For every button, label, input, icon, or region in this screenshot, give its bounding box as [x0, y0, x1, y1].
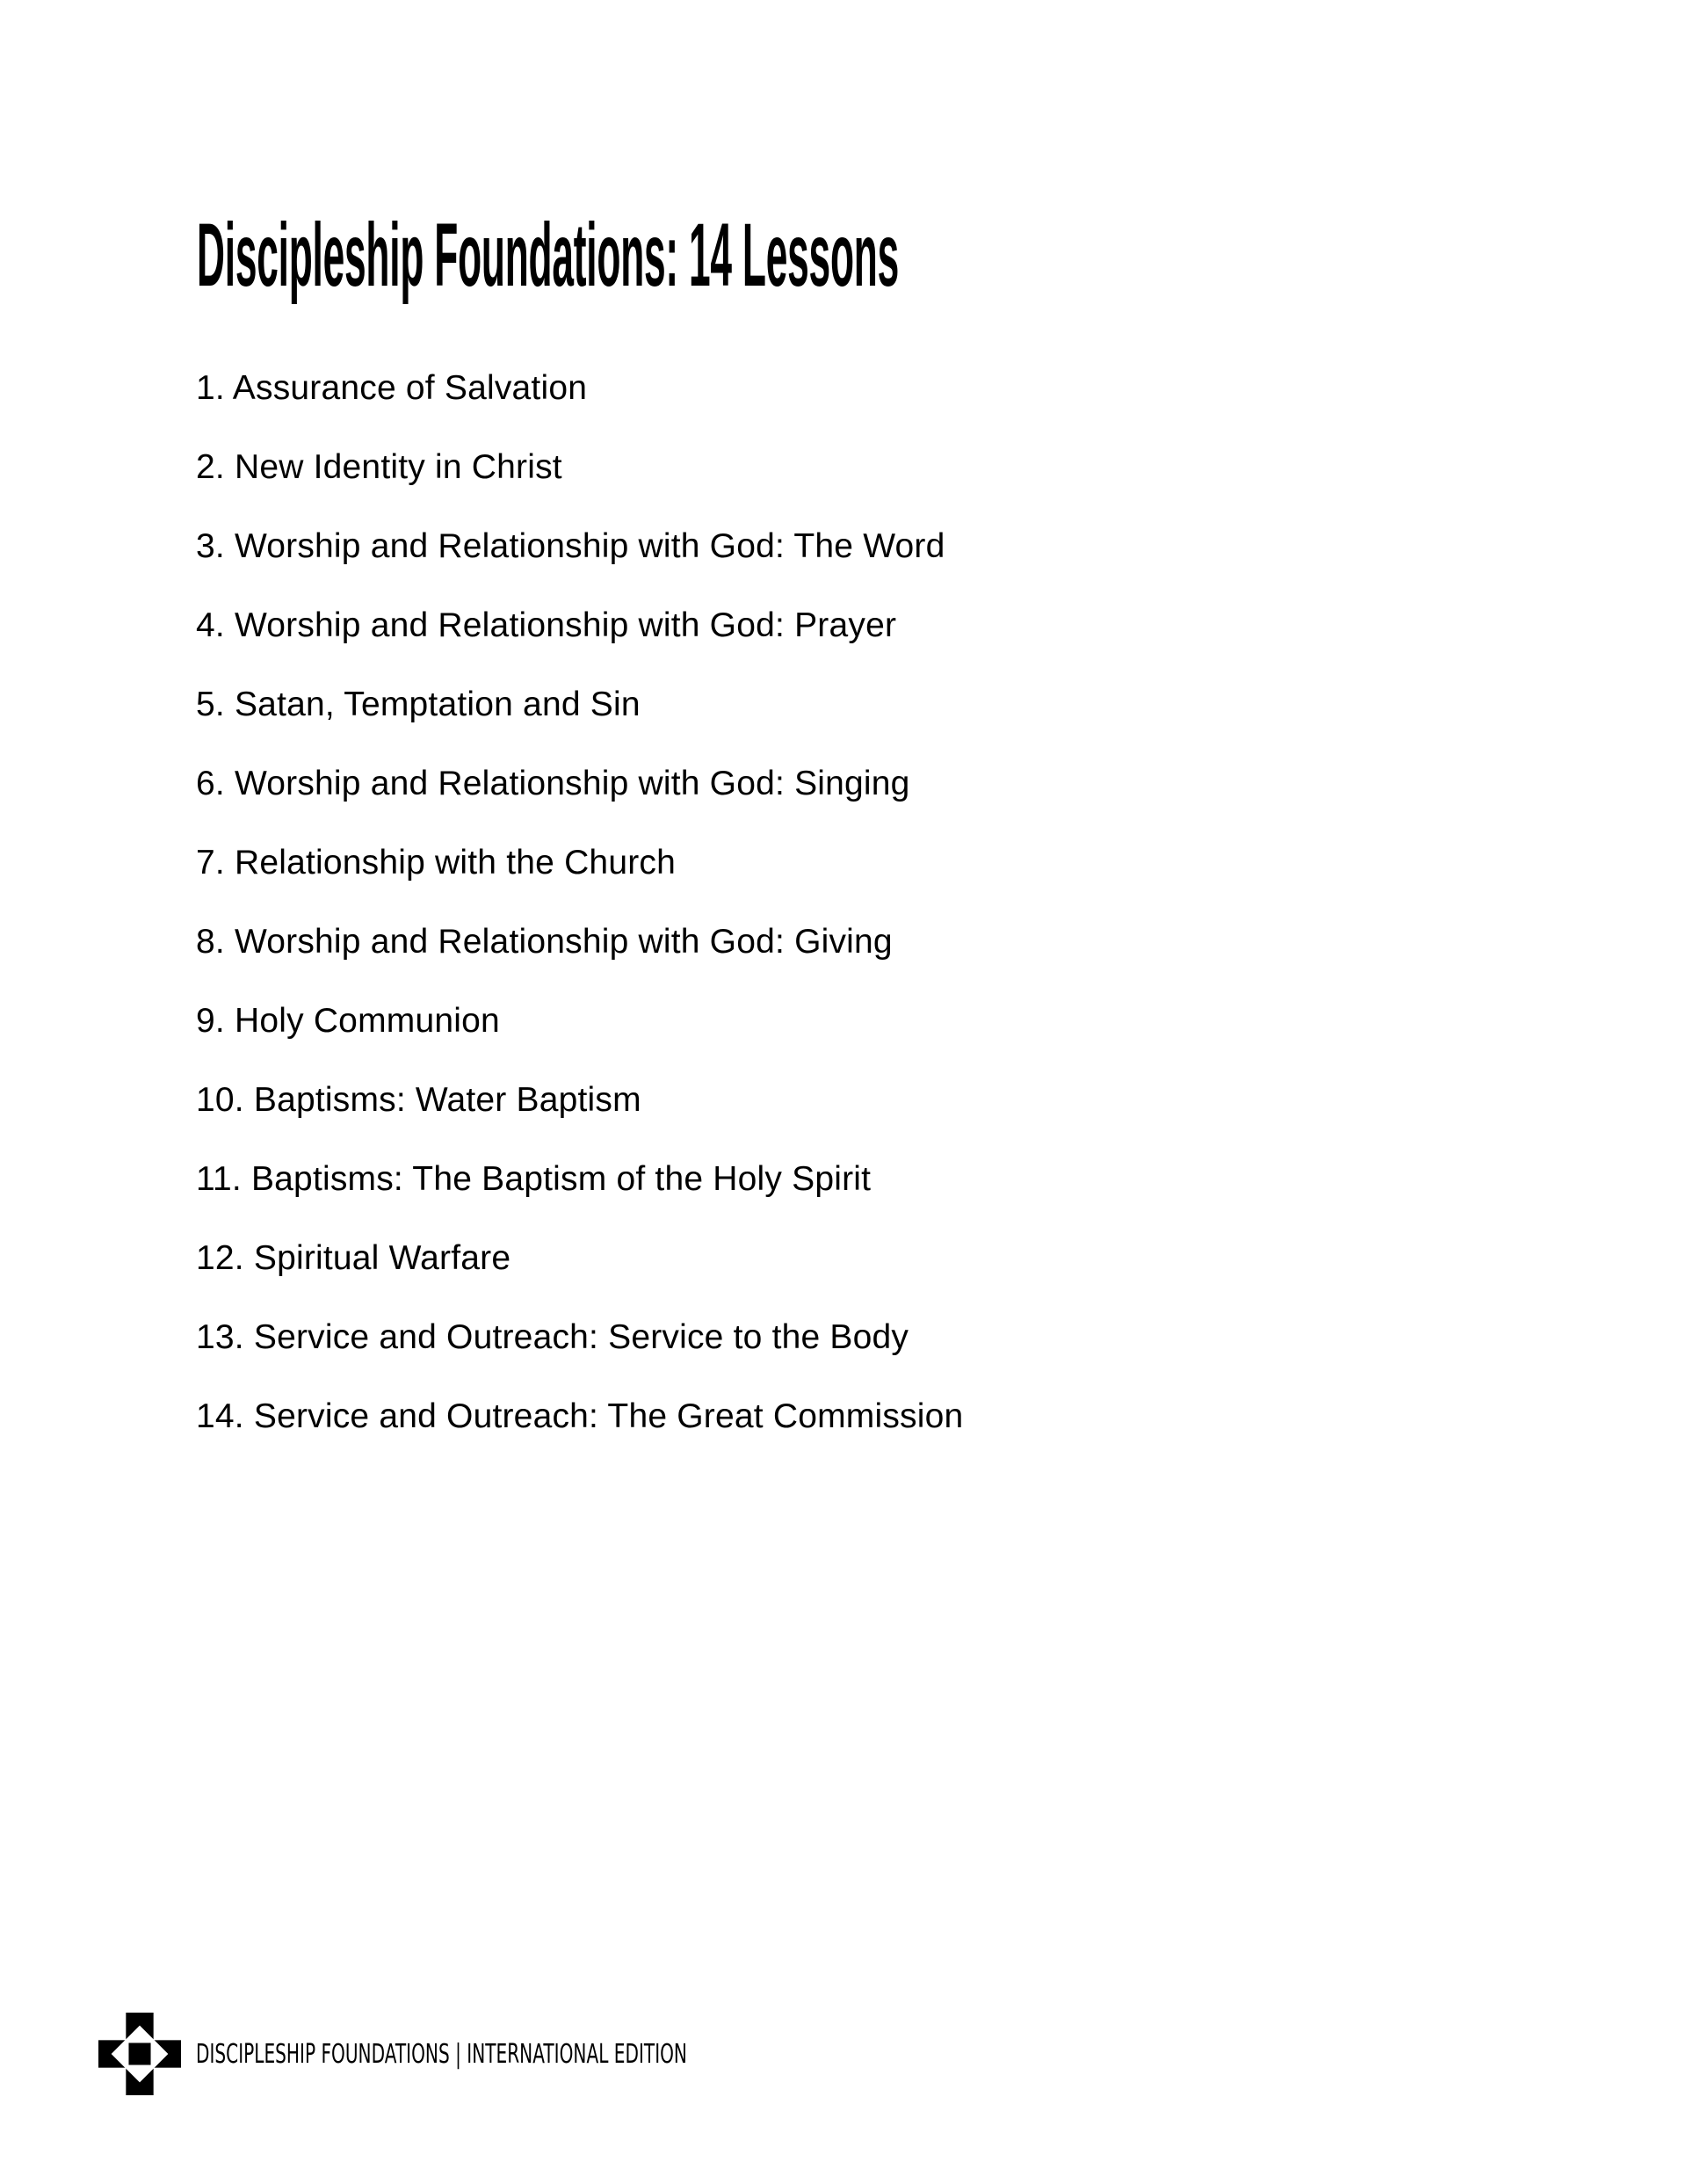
lesson-item: 8. Worship and Relationship with God: Giving: [196, 923, 893, 961]
lesson-item: 14. Service and Outreach: The Great Commission: [196, 1397, 964, 1435]
cross-arrows-logo-icon: [98, 2013, 181, 2095]
lesson-item: 12. Spiritual Warfare: [196, 1239, 511, 1277]
lesson-item: 2. New Identity in Christ: [196, 448, 562, 486]
lesson-item: 11. Baptisms: The Baptism of the Holy Spirit: [196, 1160, 872, 1198]
lesson-item: 9. Holy Communion: [196, 1002, 500, 1040]
lesson-list: [196, 349, 963, 1456]
lesson-item: 3. Worship and Relationship with God: The Word: [196, 527, 945, 565]
lesson-item: 13. Service and Outreach: Service to the Body: [196, 1318, 909, 1356]
page-footer: [98, 2013, 929, 2095]
footer-brand-text: DISCIPLESHIP FOUNDATIONS | INTERNATIONAL EDITION: [196, 2038, 687, 2070]
page-title: Discipleship Foundations: 14 Lessons: [197, 205, 900, 305]
lesson-item: 7. Relationship with the Church: [196, 844, 676, 882]
lesson-item: 4. Worship and Relationship with God: Prayer: [196, 606, 897, 644]
lesson-item: 5. Satan, Temptation and Sin: [196, 686, 641, 723]
lesson-item: 6. Worship and Relationship with God: Singing: [196, 765, 910, 802]
lesson-item: 10. Baptisms: Water Baptism: [196, 1081, 641, 1119]
lesson-item: 1. Assurance of Salvation: [196, 369, 588, 407]
